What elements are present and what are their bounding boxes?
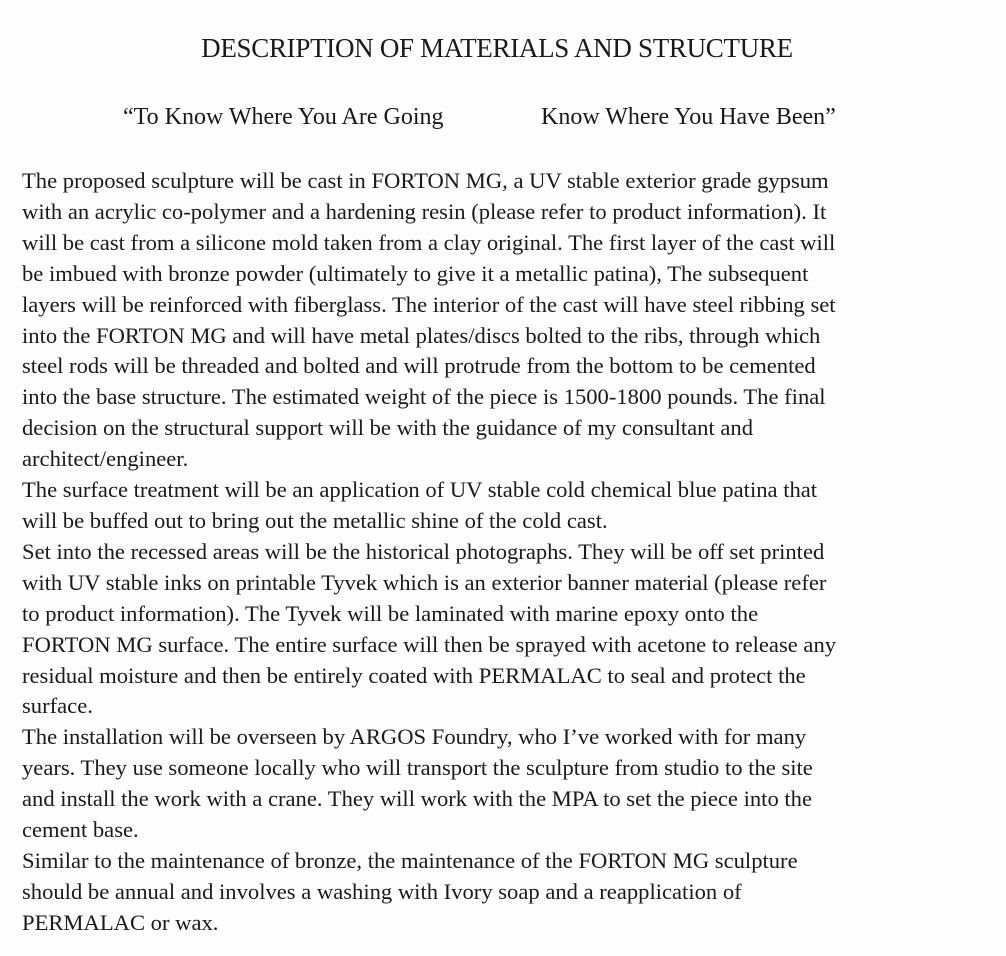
body-text	[22, 166, 982, 939]
text-line: with an acrylic co-polymer and a hardening resin (please refer to product information). It	[22, 198, 827, 224]
text-line: The proposed sculpture will be cast in FORTON MG, a UV stable exterior grade gypsum	[22, 168, 829, 193]
text-line: years. They use someone locally who will transport the sculpture from studio to the site	[22, 755, 813, 781]
text-line: decision on the structural support will be with the guidance of my consultant and	[22, 415, 753, 441]
paragraph-installation	[22, 722, 982, 846]
paragraph-photographs	[22, 537, 982, 722]
text-line: cement base.	[22, 817, 139, 843]
page-title: DESCRIPTION OF MATERIALS AND STRUCTURE	[201, 33, 793, 63]
text-line: to product information). The Tyvek will be laminated with marine epoxy onto the	[22, 600, 759, 626]
text-line: will be buffed out to bring out the metallic shine of the cold cast.	[22, 507, 608, 533]
text-line: surface.	[22, 693, 93, 719]
text-line: layers will be reinforced with fiberglass. The interior of the cast will have steel ribbing set	[22, 291, 836, 317]
text-line: steel rods will be threaded and bolted and will protrude from the bottom to be cemented	[22, 353, 816, 379]
text-line: FORTON MG surface. The entire surface will then be sprayed with acetone to release any	[22, 631, 837, 657]
text-line: The installation will be overseen by ARGOS Foundry, who I’ve worked with for many	[22, 724, 807, 750]
text-line: with UV stable inks on printable Tyvek which is an exterior banner material (please refer	[22, 569, 827, 595]
text-line: into the FORTON MG and will have metal plates/discs bolted to the ribs, through which	[22, 322, 821, 348]
text-line: should be annual and involves a washing with Ivory soap and a reapplication of	[22, 878, 742, 904]
text-line: The surface treatment will be an application of UV stable cold chemical blue patina that	[22, 477, 818, 503]
text-line: and install the work with a crane. They will work with the MPA to set the piece into the	[22, 786, 813, 812]
text-line: Similar to the maintenance of bronze, the maintenance of the FORTON MG sculpture	[22, 847, 798, 873]
text-line: into the base structure. The estimated weight of the piece is 1500-1800 pounds. The final	[22, 384, 826, 410]
paragraph-surface-treatment	[22, 475, 982, 537]
text-line: will be cast from a silicone mold taken from a clay original. The first layer of the cast will	[22, 229, 836, 255]
quote-part-1: “To Know Where You Are Going	[123, 104, 444, 130]
text-line: architect/engineer.	[22, 446, 189, 472]
text-line: be imbued with bronze powder (ultimately to give it a metallic patina), The subsequent	[22, 260, 809, 286]
paragraph-materials	[22, 166, 982, 475]
text-line: PERMALAC or wax.	[22, 909, 219, 935]
epigraph-quote	[0, 104, 1006, 134]
quote-part-2: Know Where You Have Been”	[541, 104, 836, 130]
text-line: Set into the recessed areas will be the historical photographs. They will be off set printed	[22, 538, 825, 564]
paragraph-maintenance	[22, 846, 982, 939]
text-line: residual moisture and then be entirely coated with PERMALAC to seal and protect the	[22, 662, 806, 688]
